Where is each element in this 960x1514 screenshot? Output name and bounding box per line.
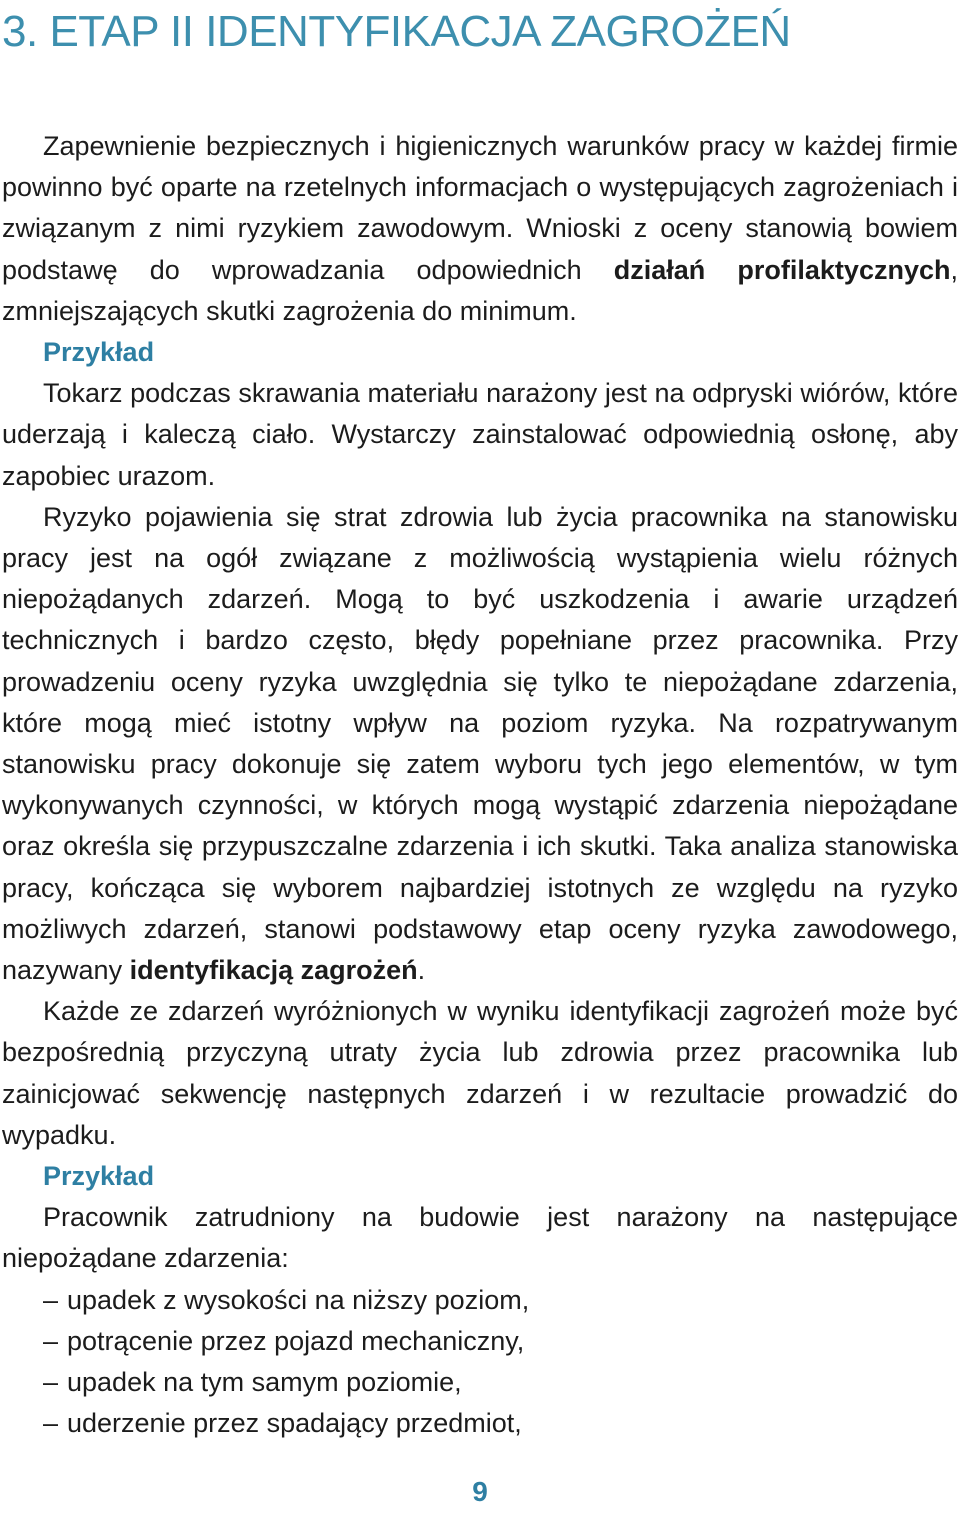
example-text-2: Pracownik zatrudniony na budowie jest narażony na następujące niepożądane zdarzenia: <box>2 1202 958 1274</box>
paragraph-events: Każde ze zdarzeń wyróżnionych w wyniku identyfikacji zagrożeń może być bezpośrednią przyczyną utraty życia lub zdrowia przez pracownika lub zainicjować sekwencję następnych zdarzeń i w rezultacie prowadzić do wypadku. <box>2 996 958 1150</box>
dash-bullet: – <box>43 1284 59 1315</box>
list-item-text: upadek z wysokości na niższy poziom, <box>67 1284 530 1315</box>
example-label-1: Przykład <box>43 337 155 368</box>
section-number: 3. <box>2 7 38 56</box>
emphasis-prophylactic-actions: działań profilaktycznych <box>613 254 951 285</box>
paragraph-risk <box>2 497 958 991</box>
page-title <box>2 4 952 60</box>
paragraph-risk-text: Ryzyko pojawienia się strat zdrowia lub życia pracownika na stanowisku pracy jest na ogół związane z możliwością wystąpienia wielu różnych niepożądanych zdarzeń. Mogą to być uszkodzenia i awarie urządzeń technicznych i bardzo często, błędy popełniane przez pracownika. Przy prowadzeniu oceny ryzyka uwzględnia się tylko te niepożądane zdarzenia, które mogą mieć istotny wpływ na poziom ryzyka. Na rozpatrywanym stanowisku pracy dokonuje się zatem wyboru tych jego elementów, w tym wykonywanych czynności, w których mogą wystąpić zdarzenia niepożądane oraz określa się przypuszczalne zdarzenia i ich skutki. Taka analiza stanowiska pracy, kończąca się wyborem najbardziej istotnych ze względu na ryzyko możliwych zdarzeń, stanowi podstawowy etap oceny ryzyka zawodowego, nazywany <box>2 501 958 986</box>
dash-bullet: – <box>43 1325 59 1356</box>
document-body <box>2 126 958 1445</box>
dash-bullet: – <box>43 1367 59 1398</box>
list-item-text: upadek na tym samym poziomie, <box>67 1367 462 1398</box>
example-text-1: Tokarz podczas skrawania materiału narażony jest na odpryski wiórów, które uderzają i kaleczą ciało. Wystarczy zainstalować odpowiednią osłonę, aby zapobiec urazom. <box>2 378 958 491</box>
paragraph-intro <box>2 126 958 332</box>
list-item <box>2 1403 958 1444</box>
list-item-text: uderzenie przez spadający przedmiot, <box>67 1408 522 1439</box>
dash-bullet: – <box>43 1408 59 1439</box>
list-item <box>2 1280 958 1321</box>
paragraph-risk-end: . <box>417 955 426 986</box>
example-label-2: Przykład <box>43 1161 155 1192</box>
hazard-list <box>2 1280 958 1445</box>
paragraph-intro-text: Zapewnienie bezpiecznych i higienicznych warunków pracy w każdej firmie powinno być oparte na rzetelnych informacjach o występujących zagrożeniach i związanym z nimi ryzykiem zawodowym. Wnioski z oceny stanowią bowiem podstawę do wprowadzania odpowiednich <box>2 131 958 285</box>
page-number: 9 <box>472 1476 488 1507</box>
list-item <box>2 1362 958 1403</box>
emphasis-hazard-identification: identyfikacją zagrożeń <box>129 955 418 986</box>
section-title-text: ETAP II IDENTYFIKACJA ZAGROŻEŃ <box>49 7 791 56</box>
list-item-text: potrącenie przez pojazd mechaniczny, <box>67 1325 525 1356</box>
paragraph-intro-end: , zmniejszających skutki zagrożenia do minimum. <box>2 254 958 326</box>
list-item <box>2 1321 958 1362</box>
